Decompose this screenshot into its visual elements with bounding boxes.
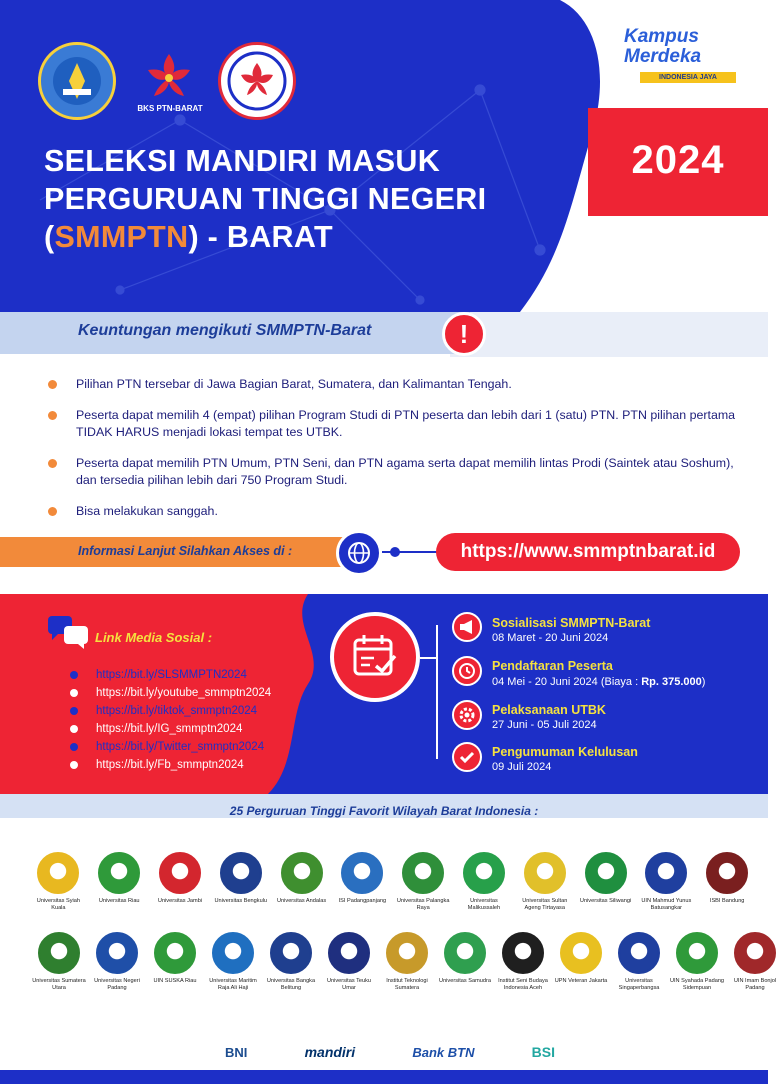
university-name: Universitas Samudra — [439, 978, 491, 984]
university-item — [204, 932, 262, 992]
university-logo — [38, 932, 80, 974]
benefit-item — [44, 455, 744, 489]
university-logo — [734, 932, 776, 974]
university-name: Universitas Riau — [98, 898, 140, 904]
university-logo — [270, 932, 312, 974]
university-name: Universitas Jambi — [157, 898, 203, 904]
university-logo — [159, 852, 201, 894]
social-link[interactable] — [70, 703, 271, 721]
sponsor-logos — [225, 1044, 555, 1060]
university-item — [30, 932, 88, 992]
kampus-merdeka-logo — [618, 22, 740, 88]
university-item — [552, 932, 610, 992]
university-logo — [560, 932, 602, 974]
title-line3 — [44, 218, 584, 256]
university-logo — [281, 852, 323, 894]
social-link[interactable] — [70, 685, 271, 703]
kampus-tag: INDONESIA JAYA — [640, 72, 736, 83]
social-link-text: https://bit.ly/SLSMMPTN2024 — [96, 669, 247, 681]
university-logo — [341, 852, 383, 894]
university-item — [636, 852, 697, 912]
bullet-icon — [70, 761, 78, 769]
university-name: Universitas Malikussaleh — [467, 898, 501, 911]
header-light-band-right — [450, 312, 768, 357]
university-logo — [328, 932, 370, 974]
btn-logo: Bank BTN — [412, 1044, 475, 1060]
universities-heading: 25 Perguruan Tinggi Favorit Wilayah Barat Indonesia : — [229, 804, 539, 818]
university-name: ISI Padangpanjang — [338, 898, 387, 904]
timeline-event-name: Pendaftaran Peserta — [492, 659, 613, 673]
social-link-text: https://bit.ly/tiktok_smmptn2024 — [96, 705, 258, 717]
university-name: UPN Veteran Jakarta — [554, 978, 608, 984]
university-item — [150, 852, 211, 912]
timeline-event-name: Pelaksanaan UTBK — [492, 703, 606, 717]
title-line1: SELEKSI MANDIRI MASUK — [44, 144, 441, 178]
benefits-list — [44, 376, 744, 534]
timeline-event-date: 09 Juli 2024 — [492, 761, 552, 773]
year-text: 2024 — [631, 138, 725, 182]
title-open-paren: ( — [44, 220, 55, 254]
university-name: UIN Syahada Padang Sidempuan — [669, 978, 725, 991]
kampus-line2: Merdeka — [624, 46, 702, 67]
university-item — [697, 852, 758, 912]
university-item — [89, 852, 150, 912]
university-item — [332, 852, 393, 912]
university-item — [88, 932, 146, 992]
university-logo — [524, 852, 566, 894]
university-name: Universitas Palangka Raya — [396, 898, 450, 911]
university-name: Universitas Negeri Padang — [94, 978, 140, 991]
title-line2: PERGURUAN TINGGI NEGERI — [44, 182, 487, 216]
bullet-icon — [48, 507, 57, 516]
university-name: UIN SUSKA Riau — [153, 978, 197, 984]
university-logo — [154, 932, 196, 974]
benefits-heading: Keuntungan mengikuti SMMPTN-Barat — [78, 322, 372, 339]
footer-bar — [0, 1070, 768, 1084]
megaphone-icon — [452, 612, 482, 642]
university-item — [393, 852, 454, 912]
university-logo — [502, 932, 544, 974]
university-item — [610, 932, 668, 992]
university-logo — [98, 852, 140, 894]
benefit-text: Pilihan PTN tersebar di Jawa Bagian Barat, Sumatera, dan Kalimantan Tengah. — [76, 377, 512, 391]
university-logo — [618, 932, 660, 974]
benefit-item — [44, 376, 744, 393]
benefit-text: Peserta dapat memilih 4 (empat) pilihan Program Studi di PTN peserta dan lebih dari 1 (satu) PTN. PTN pilihan pertama TIDAK HARUS menjadi lokasi tempat tes UTBK. — [76, 408, 736, 439]
social-link-text: https://bit.ly/IG_smmptn2024 — [96, 723, 243, 735]
timeline-line — [436, 625, 438, 759]
benefit-text: Peserta dapat memilih PTN Umum, PTN Seni, dan PTN agama serta dapat memilih lintas Prodi (Saintek atau Soshum), dan tersedia pilihan lebih dari 750 Program Studi. — [76, 456, 734, 487]
university-logo — [37, 852, 79, 894]
university-item — [262, 932, 320, 992]
university-item — [320, 932, 378, 992]
university-row — [30, 932, 777, 992]
social-link[interactable] — [70, 721, 271, 739]
registration-fee: Rp. 375.000 — [641, 676, 702, 688]
page-title — [44, 142, 584, 256]
url-connector-dot — [390, 547, 400, 557]
bullet-icon — [70, 671, 78, 679]
university-item — [668, 932, 726, 992]
social-link-text: https://bit.ly/Fb_smmptn2024 — [96, 759, 244, 771]
bullet-icon — [70, 743, 78, 751]
title-highlight: SMMPTN — [54, 220, 189, 254]
social-link[interactable] — [70, 757, 271, 775]
timeline-branch — [420, 657, 436, 659]
social-title: Link Media Sosial : — [95, 630, 213, 645]
timeline-event-name: Pengumuman Kelulusan — [492, 745, 638, 759]
university-logo — [96, 932, 138, 974]
university-logo — [585, 852, 627, 894]
smmptn-barat-2024-logo — [218, 42, 296, 120]
university-logo — [463, 852, 505, 894]
university-name: Universitas Syiah Kuala — [36, 898, 80, 911]
timeline-event-date — [492, 676, 705, 688]
registration-date: 04 Mei - 20 Juni 2024 (Biaya : — [492, 676, 642, 688]
bullet-icon — [48, 411, 57, 420]
tut-wuri-handayani-logo — [38, 42, 116, 120]
social-link[interactable] — [70, 739, 271, 757]
university-name: UIN Mahmud Yunus Batusangkar — [641, 898, 692, 911]
benefit-item — [44, 407, 744, 441]
bsi-logo: BSI — [531, 1044, 555, 1060]
university-item — [514, 852, 575, 912]
gear-icon — [452, 700, 482, 730]
university-name: Universitas Maritim Raja Ali Haji — [209, 978, 257, 991]
university-name: Universitas Siliwangi — [579, 898, 632, 904]
bullet-icon — [48, 459, 57, 468]
timeline-event-date: 08 Maret - 20 Juni 2024 — [492, 632, 609, 644]
title-rest: ) - BARAT — [188, 220, 333, 254]
calendar-icon — [330, 612, 420, 702]
university-logo — [386, 932, 428, 974]
bullet-icon — [70, 689, 78, 697]
university-item — [454, 852, 515, 912]
info-label: Informasi Lanjut Silahkan Akses di : — [78, 544, 293, 558]
university-name: Universitas Bangka Belitung — [266, 978, 316, 991]
website-link[interactable]: https://www.smmptnbarat.id — [436, 533, 740, 571]
university-name: ISBI Bandung — [709, 898, 745, 904]
university-name: Universitas Sultan Ageng Tirtayasa — [522, 898, 568, 911]
bks-ptn-barat-logo — [138, 48, 200, 106]
university-item — [146, 932, 204, 992]
university-logo — [645, 852, 687, 894]
university-logo — [706, 852, 748, 894]
university-name: Institut Seni Budaya Indonesia Aceh — [498, 978, 548, 991]
bks-ptn-barat-label: BKS PTN-BARAT — [137, 104, 203, 113]
university-item — [271, 852, 332, 912]
university-item — [575, 852, 636, 912]
timeline-event-date: 27 Juni - 05 Juli 2024 — [492, 719, 597, 731]
university-name: Institut Teknologi Sumatera — [386, 978, 428, 991]
bullet-icon — [70, 725, 78, 733]
globe-icon — [336, 530, 382, 576]
alert-icon: ! — [442, 312, 486, 356]
university-item — [378, 932, 436, 992]
university-item — [210, 852, 271, 912]
benefit-item — [44, 503, 744, 520]
university-logo — [220, 852, 262, 894]
university-item — [494, 932, 552, 992]
social-link[interactable] — [70, 667, 271, 685]
university-name: Universitas Teuku Umar — [326, 978, 372, 991]
university-name: UIN Imam Bonjol Padang — [733, 978, 777, 991]
university-item — [726, 932, 784, 992]
kampus-line1: Kampus — [624, 26, 699, 47]
social-link-text: https://bit.ly/Twitter_smmptn2024 — [96, 741, 265, 753]
university-logo — [402, 852, 444, 894]
bullet-icon — [48, 380, 57, 389]
university-row — [28, 852, 758, 912]
university-name: Universitas Singaperbangsa — [618, 978, 660, 991]
university-name: Universitas Andalas — [277, 898, 327, 904]
university-logo — [212, 932, 254, 974]
social-link-text: https://bit.ly/youtube_smmptn2024 — [96, 687, 272, 699]
university-name: Universitas Sumatera Utara — [32, 978, 86, 991]
university-name: Universitas Bengkulu — [214, 898, 268, 904]
university-item — [436, 932, 494, 992]
bni-logo: BNI — [225, 1044, 248, 1060]
bullet-icon — [70, 707, 78, 715]
benefit-text: Bisa melakukan sanggah. — [76, 504, 218, 518]
university-logo — [444, 932, 486, 974]
university-item — [28, 852, 89, 912]
chat-icon — [46, 614, 90, 650]
registration-date-end: ) — [701, 676, 706, 688]
university-logo — [676, 932, 718, 974]
clock-icon — [452, 656, 482, 686]
social-links — [70, 667, 271, 775]
mandiri-logo: mandiri — [304, 1044, 356, 1060]
check-icon — [452, 742, 482, 772]
timeline-event-name: Sosialisasi SMMPTN-Barat — [492, 616, 651, 630]
